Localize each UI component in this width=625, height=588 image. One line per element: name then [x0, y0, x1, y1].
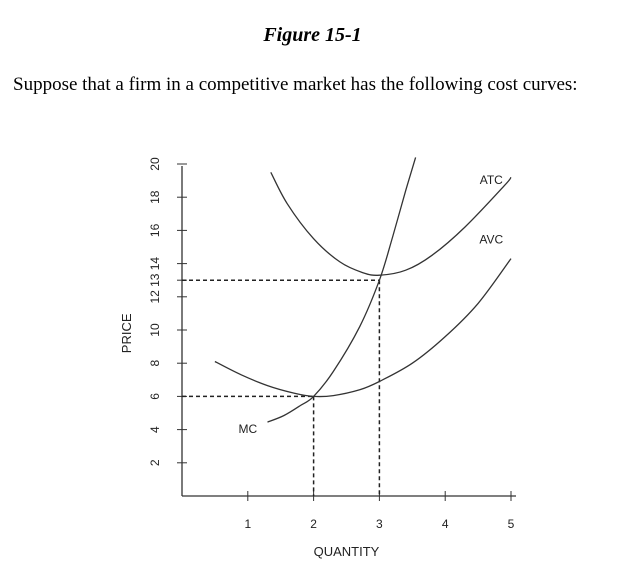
y-tick-label: 10	[148, 323, 162, 337]
y-tick-label: 20	[148, 157, 162, 171]
y-tick-label: 16	[148, 223, 162, 238]
series-line-atc	[271, 172, 511, 275]
curve-label-mc: MC	[238, 421, 258, 436]
curve-label-atc: ATC	[479, 172, 503, 187]
y-tick-label: 18	[148, 190, 162, 204]
y-tick-label: 12	[148, 290, 162, 304]
y-tick-label: 6	[148, 393, 162, 400]
curve-label-avc: AVC	[479, 232, 504, 247]
y-axis-label: PRICE	[119, 313, 134, 354]
axes	[119, 157, 516, 559]
x-tick-label: 4	[441, 517, 449, 531]
series-line-avc	[215, 259, 511, 397]
y-tick-label: 13	[148, 273, 162, 287]
labels	[238, 173, 503, 436]
x-axis-label: QUANTITY	[313, 544, 380, 559]
y-tick-label: 2	[148, 459, 162, 467]
x-tick-label: 2	[310, 517, 317, 531]
series-lines	[215, 157, 511, 422]
x-tick-label: 1	[244, 517, 252, 531]
figure-title: Figure 15-1	[263, 24, 362, 46]
series-line-mc	[268, 157, 416, 422]
y-tick-label: 14	[148, 256, 162, 271]
y-tick-label: 8	[148, 359, 162, 367]
x-tick-label: 5	[507, 517, 515, 531]
reference-lines	[182, 280, 379, 496]
x-tick-label: 3	[376, 517, 383, 531]
y-tick-label: 4	[148, 426, 162, 433]
intro-text: Suppose that a firm in a competitive market has the following cost curves:	[13, 74, 578, 95]
